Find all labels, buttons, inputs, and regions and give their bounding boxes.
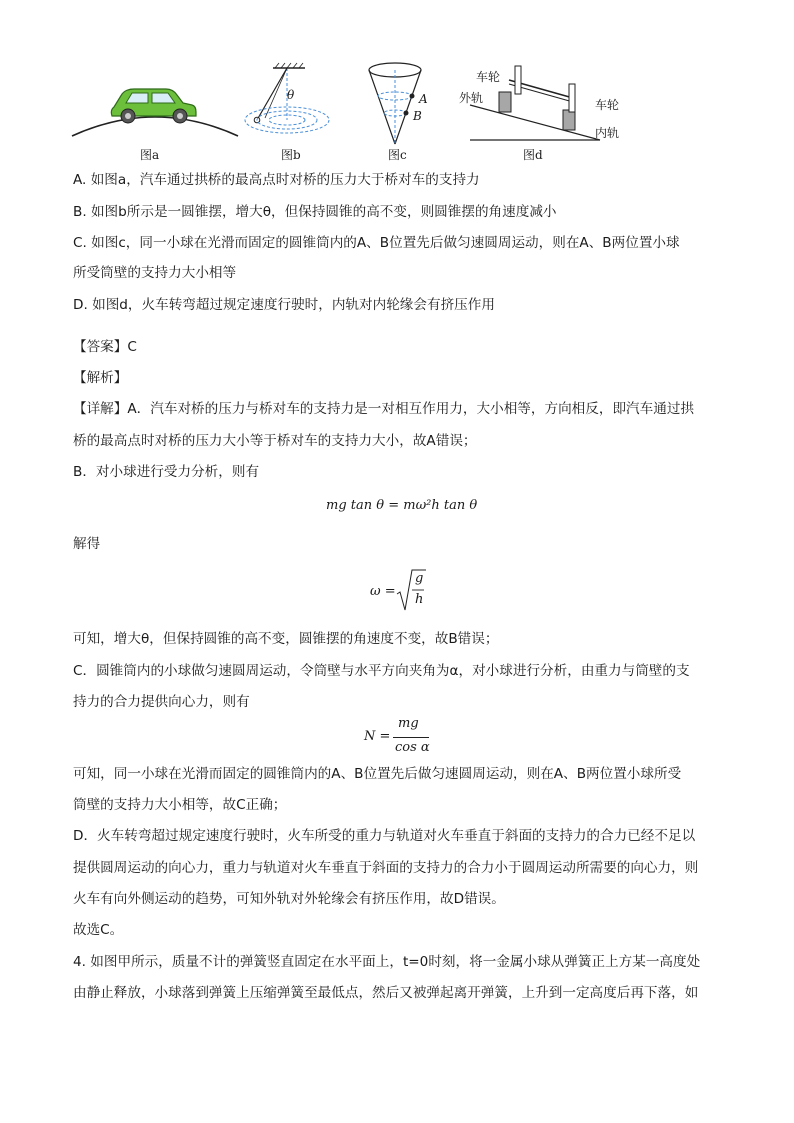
answer: 【答案】C [73, 339, 137, 355]
option-b: B. 如图b所示是一圆锥摆，增大θ，但保持圆锥的高不变，则圆锥摆的角速度减小 [73, 204, 557, 220]
detail-solve: 解得 [73, 536, 101, 552]
figure-a-caption: 图a [140, 148, 160, 162]
equation-2-numerator: g [415, 571, 424, 586]
figure-d-outer-rail: 外轨 [459, 91, 484, 105]
figure-d-wheel-right: 车轮 [595, 98, 620, 112]
figure-d-wheel-top: 车轮 [476, 70, 501, 84]
fraction-bar [393, 737, 429, 738]
equation-1: mg tan θ = mω²h tan θ [326, 498, 478, 513]
equation-2 [370, 568, 450, 618]
option-d: D. 如图d，火车转弯超过规定速度行驶时，内轨对内轮缘会有挤压作用 [73, 297, 495, 313]
figure-d-caption: 图d [523, 148, 543, 162]
detail-c-line3: 可知，同一小球在光滑而固定的圆锥筒内的A、B位置先后做匀速圆周运动，则在A、B两位置小球所受 [73, 766, 682, 782]
detail-a-line2: 桥的最高点时对桥的压力大小等于桥对车的支持力大小，故A错误； [73, 433, 477, 449]
equation-3-denominator: cos α [395, 740, 430, 755]
question-4-line2: 由静止释放，小球落到弹簧上压缩弹簧至最低点，然后又被弹起离开弹簧，上升到一定高度后再下落，如 [73, 985, 699, 1001]
equation-3-numerator: mg [398, 716, 419, 731]
detail-d-line2: 提供圆周运动的向心力，重力与轨道对火车垂直于斜面的支持力的合力小于圆周运动所需要的向心力，则 [73, 860, 699, 876]
option-a: A. 如图a，汽车通过拱桥的最高点时对桥的压力大于桥对车的支持力 [73, 172, 480, 188]
analysis-heading: 【解析】 [73, 370, 128, 386]
detail-a-line1: 【详解】A．汽车对桥的压力与桥对车的支持力是一对相互作用力，大小相等，方向相反，即汽车通过拱 [73, 401, 695, 417]
figure-row [70, 58, 630, 168]
figure-c-point-b: B [413, 109, 422, 123]
figure-b-caption: 图b [281, 148, 301, 162]
equation-2-lhs: ω = [370, 584, 396, 599]
conclusion: 故选C。 [73, 922, 124, 938]
option-c-line1: C. 如图c，同一小球在光滑而固定的圆锥筒内的A、B位置先后做匀速圆周运动，则在A、B两位置小球 [73, 235, 680, 251]
car-icon [111, 89, 196, 123]
detail-c-line2: 持力的合力提供向心力，则有 [73, 694, 250, 710]
figure-b-angle-label: θ [287, 88, 295, 102]
detail-b-line1: B．对小球进行受力分析，则有 [73, 464, 260, 480]
option-c-line2: 所受筒壁的支持力大小相等 [73, 265, 237, 281]
figure-b-conical-pendulum [235, 58, 350, 153]
equation-3-lhs: N = [364, 729, 391, 744]
detail-c-line1: C．圆锥筒内的小球做匀速圆周运动，令筒壁与水平方向夹角为α，对小球进行分析，由重力与筒壁的支 [73, 663, 690, 679]
detail-b-line2: 可知，增大θ，但保持圆锥的高不变，圆锥摆的角速度不变，故B错误； [73, 631, 499, 647]
detail-d-line3: 火车有向外侧运动的趋势，可知外轨对外轮缘会有挤压作用，故D错误。 [73, 891, 505, 907]
figure-c-point-a: A [419, 92, 428, 106]
equation-2-denominator: h [415, 592, 424, 607]
figure-c-caption: 图c [388, 148, 407, 162]
equation-3 [364, 716, 454, 758]
figure-d-inner-rail: 内轨 [595, 126, 620, 140]
detail-c-line4: 筒壁的支持力大小相等，故C正确； [73, 797, 287, 813]
question-4-line1: 4. 如图甲所示，质量不计的弹簧竖直固定在水平面上，t=0时刻，将一金属小球从弹簧正上方某一高度处 [73, 954, 701, 970]
detail-d-line1: D．火车转弯超过规定速度行驶时，火车所受的重力与轨道对火车垂直于斜面的支持力的合力已经不足以 [73, 828, 696, 844]
figure-a-car-on-bridge [70, 58, 240, 153]
